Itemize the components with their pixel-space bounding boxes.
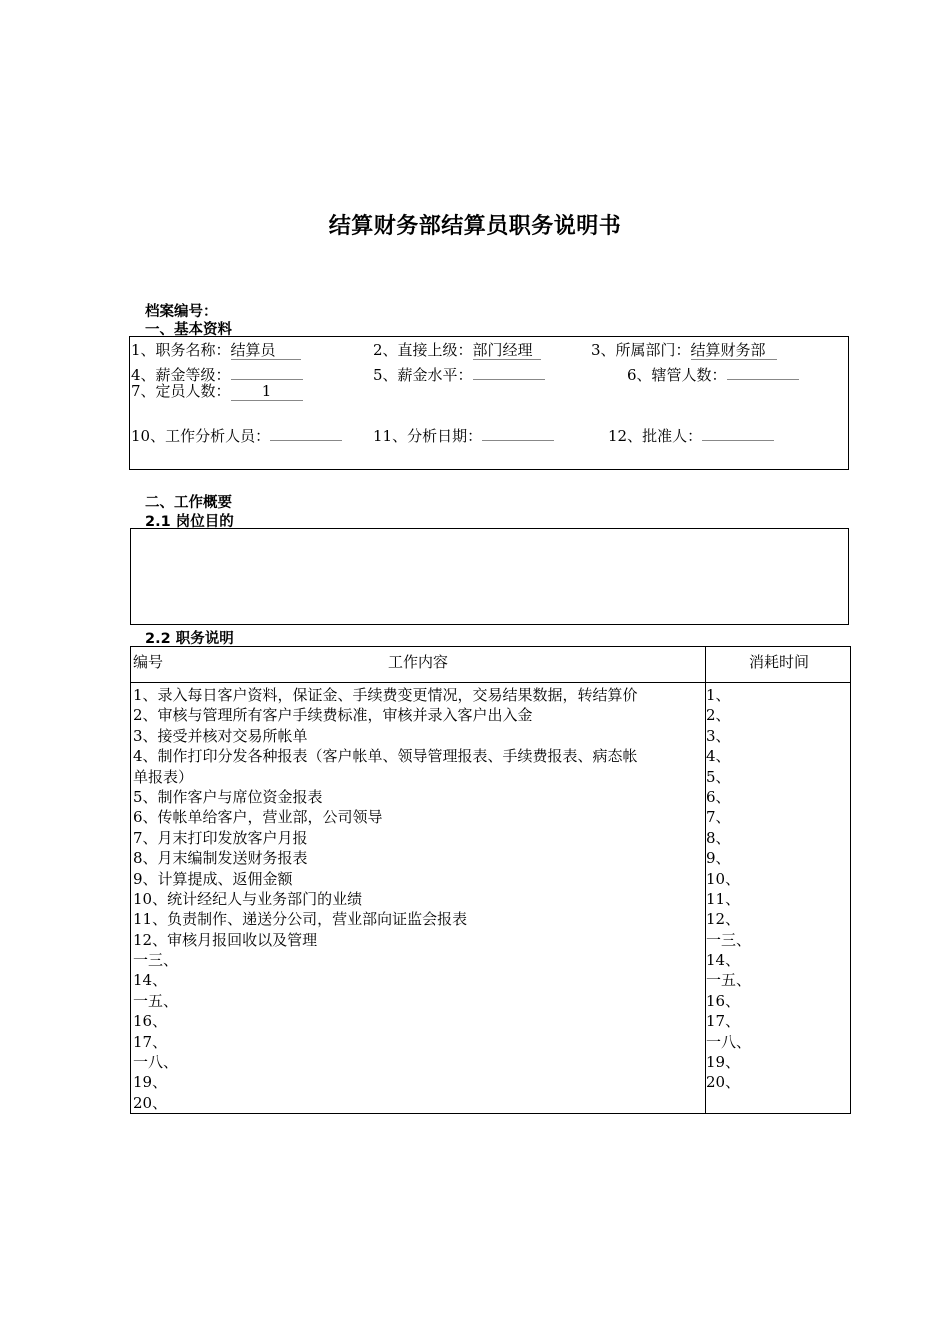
duty-content-line: 4、制作打印分发各种报表（客户帐单、领导管理报表、手续费报表、病态帐 [133,747,638,766]
duty-time-line: 3、 [706,726,731,745]
duty-time-line: 一八、 [706,1032,752,1051]
duty-table [130,646,851,1114]
duty-content-line: 5、制作客户与席位资金报表 [133,787,323,806]
duty-header-cell [131,647,706,683]
duty-content-line: 一三、 [133,951,179,970]
duty-time-line: 17、 [706,1012,741,1031]
approver-field [608,422,774,445]
section-basic-info-heading: 一、基本资料 [145,322,232,338]
duty-content-line: 16、 [133,1012,168,1031]
duty-content-line: 8、月末编制发送财务报表 [133,849,308,868]
subordinates-field [627,361,799,384]
duty-content-line: 2、审核与管理所有客户手续费标准，审核并录入客户出入金 [133,706,533,725]
col-number-header: 编号 [133,653,164,671]
duty-time-line: 10、 [706,869,741,888]
duty-content-line: 7、月末打印发放客户月报 [133,828,308,847]
col-time-header: 消耗时间 [706,647,851,683]
salary-grade-label: 4、薪金等级： [131,366,231,384]
purpose-heading: 2.1 岗位目的 [145,514,234,530]
duty-time-line: 2、 [706,706,731,725]
duty-time-cell [706,683,851,1114]
duty-time-list [706,685,850,1093]
duty-content-line: 单报表） [133,767,194,786]
duty-time-line: 11、 [706,889,741,908]
salary-level-field [373,361,545,384]
duty-content-line: 12、审核月报回收以及管理 [133,930,318,949]
subordinates-value [727,361,799,380]
analysis-date-value [482,422,554,441]
analysis-date-field [373,422,554,445]
headcount-field [131,382,303,401]
duty-content-list [133,685,705,1113]
duty-content-line: 9、计算提成、返佣金额 [133,869,293,888]
duty-content-line: 19、 [133,1073,168,1092]
file-number-label: 档案编号： [145,304,218,320]
duty-time-line: 5、 [706,767,731,786]
basic-info-box [129,336,849,470]
duty-time-line: 16、 [706,991,741,1010]
duty-time-line: 4、 [706,747,731,766]
analyst-label: 10、工作分析人员： [131,427,271,445]
duty-time-line: 一五、 [706,971,752,990]
department-label: 3、所属部门： [591,341,691,359]
col-content-header: 工作内容 [387,653,448,671]
page-title: 结算财务部结算员职务说明书 [328,214,622,239]
duty-time-line: 9、 [706,849,731,868]
duty-table-body [131,683,851,1114]
headcount-label: 7、定员人数： [131,382,231,400]
duty-content-line: 11、负责制作、递送分公司，营业部向证监会报表 [133,910,468,929]
duty-time-line: 6、 [706,787,731,806]
duty-time-line: 14、 [706,951,741,970]
job-name-value: 结算员 [231,341,301,360]
duty-time-line: 12、 [706,910,741,929]
duty-time-line: 20、 [706,1073,741,1092]
superior-value: 部门经理 [473,341,541,360]
analysis-date-label: 11、分析日期： [373,427,483,445]
duty-content-line: 6、传帐单给客户，营业部，公司领导 [133,808,383,827]
purpose-box [130,528,849,625]
salary-grade-field [131,361,303,384]
duty-time-line: 7、 [706,808,731,827]
duty-content-line: 14、 [133,971,168,990]
duty-time-line: 一三、 [706,930,752,949]
duty-content-line: 3、接受并核对交易所帐单 [133,726,308,745]
salary-level-value [473,361,545,380]
salary-level-label: 5、薪金水平： [373,366,473,384]
department-value: 结算财务部 [691,341,777,360]
duty-content-cell [131,683,706,1114]
salary-grade-value [231,361,303,380]
department-field [591,341,777,360]
headcount-value: 1 [231,382,303,401]
duty-time-line: 1、 [706,686,731,704]
analyst-value [270,422,342,441]
duties-heading: 2.2 职务说明 [145,631,234,647]
approver-label: 12、批准人： [608,427,703,445]
duty-content-line: 一五、 [133,991,179,1010]
duty-content-line: 1、录入每日客户资料，保证金、手续费变更情况，交易结果数据，转结算价 [133,686,638,704]
duty-time-line: 8、 [706,828,731,847]
subordinates-label: 6、辖管人数： [627,366,727,384]
duty-time-line: 19、 [706,1053,741,1072]
duty-content-line: 20、 [133,1093,168,1112]
section-overview-heading: 二、工作概要 [145,495,232,511]
duty-table-header [131,647,851,683]
duty-content-line: 一八、 [133,1053,179,1072]
superior-field [373,341,541,360]
duty-content-line: 10、统计经纪人与业务部门的业绩 [133,889,363,908]
approver-value [702,422,774,441]
analyst-field [131,422,342,445]
duty-content-line: 17、 [133,1032,168,1051]
superior-label: 2、直接上级： [373,341,473,359]
job-name-field [131,341,301,360]
job-name-label: 1、职务名称： [131,341,231,359]
